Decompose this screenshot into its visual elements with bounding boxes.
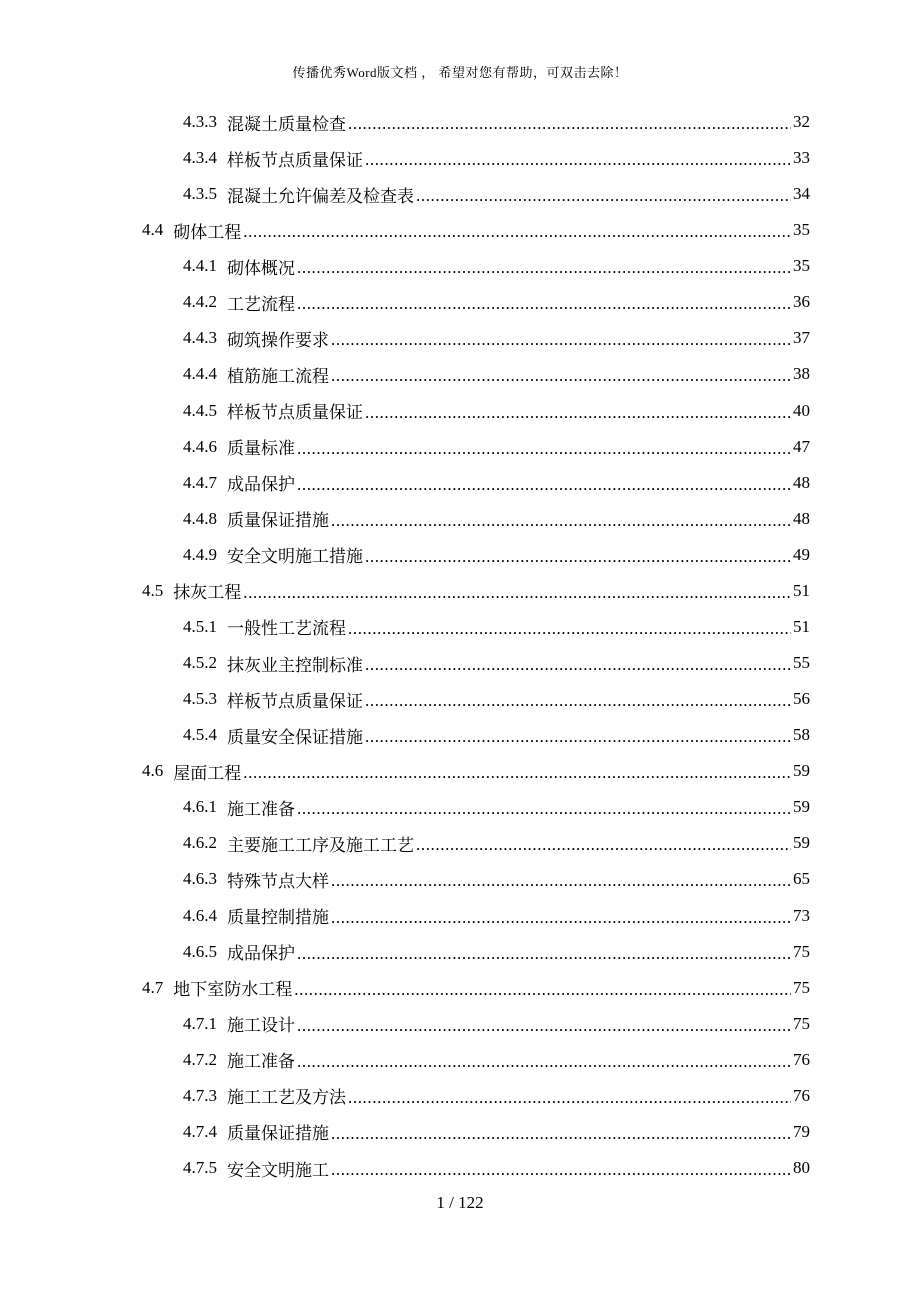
toc-entry-number: 4.4.7 bbox=[183, 472, 217, 492]
toc-entry-page: 65 bbox=[793, 869, 810, 889]
toc-entry-title: 施工设计 bbox=[227, 1016, 295, 1036]
toc-leader-dots bbox=[297, 475, 791, 495]
toc-entry-number: 4.6.5 bbox=[183, 941, 217, 961]
toc-leader-dots bbox=[348, 619, 791, 639]
toc-leader-dots bbox=[365, 403, 791, 423]
toc-entry[interactable] bbox=[183, 429, 810, 465]
toc-entry-page: 34 bbox=[793, 184, 810, 204]
toc-entry-title: 混凝土允许偏差及检查表 bbox=[227, 186, 414, 206]
toc-entry-number: 4.4.4 bbox=[183, 364, 217, 384]
toc-entry-title: 砌体工程 bbox=[173, 222, 242, 242]
toc-entry[interactable] bbox=[142, 970, 810, 1006]
toc-entry-number: 4.3.4 bbox=[183, 148, 217, 168]
toc-entry[interactable] bbox=[183, 356, 810, 392]
toc-entry-number: 4.4.8 bbox=[183, 508, 217, 528]
toc-leader-dots bbox=[331, 511, 791, 531]
toc-leader-dots bbox=[331, 908, 791, 928]
toc-entry-number: 4.5.2 bbox=[183, 653, 217, 673]
toc-entry-number: 4.7.2 bbox=[183, 1049, 217, 1069]
toc-entry[interactable] bbox=[183, 176, 810, 212]
toc-entry[interactable] bbox=[142, 573, 810, 609]
toc-entry-title: 地下室防水工程 bbox=[173, 980, 293, 1000]
toc-leader-dots bbox=[243, 583, 791, 603]
toc-leader-dots bbox=[416, 186, 791, 206]
toc-entry[interactable] bbox=[183, 393, 810, 429]
toc-entry-number: 4.4.5 bbox=[183, 400, 217, 420]
toc-entry[interactable] bbox=[183, 1042, 810, 1078]
toc-entry-page: 59 bbox=[793, 797, 810, 817]
toc-entry[interactable] bbox=[183, 1114, 810, 1150]
toc-entry-title: 质量保证措施 bbox=[227, 1124, 329, 1144]
toc-entry-number: 4.4 bbox=[142, 220, 164, 240]
toc-leader-dots bbox=[297, 294, 791, 314]
toc-entry-title: 工艺流程 bbox=[227, 294, 295, 314]
toc-entry-title: 抹灰工程 bbox=[173, 583, 242, 603]
toc-leader-dots bbox=[297, 439, 791, 459]
toc-entry-page: 48 bbox=[793, 508, 810, 528]
toc-entry-page: 59 bbox=[793, 761, 810, 781]
toc-entry-title: 样板节点质量保证 bbox=[227, 150, 363, 170]
toc-entry[interactable] bbox=[183, 609, 810, 645]
toc-leader-dots bbox=[331, 366, 791, 386]
toc-entry-title: 安全文明施工 bbox=[227, 1160, 329, 1180]
toc-entry-number: 4.6.3 bbox=[183, 869, 217, 889]
toc-entry[interactable] bbox=[183, 681, 810, 717]
toc-entry-number: 4.3.3 bbox=[183, 112, 217, 131]
toc-leader-dots bbox=[331, 1160, 791, 1180]
toc-leader-dots bbox=[297, 1052, 791, 1072]
toc-entry[interactable] bbox=[183, 1078, 810, 1114]
toc-entry-number: 4.3.5 bbox=[183, 184, 217, 204]
toc-entry-page: 38 bbox=[793, 364, 810, 384]
toc-entry-title: 施工准备 bbox=[227, 799, 295, 819]
toc-entry[interactable] bbox=[142, 212, 810, 248]
toc-leader-dots bbox=[348, 114, 791, 134]
toc-entry-page: 73 bbox=[793, 905, 810, 925]
toc-entry-title: 质量安全保证措施 bbox=[227, 727, 363, 747]
toc-leader-dots bbox=[297, 258, 791, 278]
toc-entry[interactable] bbox=[183, 140, 810, 176]
toc-entry[interactable] bbox=[183, 537, 810, 573]
toc-entry-number: 4.4.9 bbox=[183, 544, 217, 564]
toc-entry-page: 75 bbox=[793, 941, 810, 961]
toc-entry-page: 76 bbox=[793, 1049, 810, 1069]
toc-entry[interactable] bbox=[183, 934, 810, 970]
toc-entry-title: 特殊节点大样 bbox=[227, 871, 329, 891]
toc-entry-title: 砌体概况 bbox=[227, 258, 295, 278]
toc-entry-number: 4.5.1 bbox=[183, 616, 217, 636]
toc-entry[interactable] bbox=[183, 320, 810, 356]
toc-leader-dots bbox=[297, 799, 791, 819]
toc-entry-page: 47 bbox=[793, 436, 810, 456]
toc-entry-number: 4.6 bbox=[142, 761, 164, 781]
toc-entry-page: 51 bbox=[793, 580, 810, 600]
toc-entry[interactable] bbox=[183, 861, 810, 897]
toc-leader-dots bbox=[331, 330, 791, 350]
toc-entry-title: 成品保护 bbox=[227, 475, 295, 495]
toc-entry-number: 4.5.3 bbox=[183, 689, 217, 709]
toc-entry[interactable] bbox=[183, 1006, 810, 1042]
toc-leader-dots bbox=[416, 835, 791, 855]
toc-entry-page: 55 bbox=[793, 653, 810, 673]
toc-entry-number: 4.5.4 bbox=[183, 725, 217, 745]
toc-entry-page: 49 bbox=[793, 544, 810, 564]
toc-entry-page: 76 bbox=[793, 1085, 810, 1105]
toc-entry[interactable] bbox=[183, 825, 810, 861]
toc-leader-dots bbox=[294, 980, 791, 1000]
toc-entry-number: 4.7.4 bbox=[183, 1121, 217, 1141]
toc-entry[interactable] bbox=[183, 717, 810, 753]
toc-leader-dots bbox=[297, 1016, 791, 1036]
toc-entry-number: 4.6.2 bbox=[183, 833, 217, 853]
toc-entry-page: 51 bbox=[793, 616, 810, 636]
toc-entry-title: 植筋施工流程 bbox=[227, 366, 329, 386]
toc-entry[interactable] bbox=[142, 753, 810, 789]
toc-entry-page: 35 bbox=[793, 220, 810, 240]
toc-entry-number: 4.6.1 bbox=[183, 797, 217, 817]
toc-entry-number: 4.4.1 bbox=[183, 256, 217, 276]
toc-entry-page: 75 bbox=[793, 977, 810, 997]
toc-leader-dots bbox=[297, 944, 791, 964]
toc-entry-title: 样板节点质量保证 bbox=[227, 691, 363, 711]
toc-entry-title: 抹灰业主控制标准 bbox=[227, 655, 363, 675]
toc-entry-page: 37 bbox=[793, 328, 810, 348]
toc-entry[interactable] bbox=[183, 898, 810, 934]
toc-entry-number: 4.7.5 bbox=[183, 1158, 217, 1178]
toc-entry-page: 80 bbox=[793, 1158, 810, 1178]
toc-leader-dots bbox=[243, 763, 791, 783]
toc-entry[interactable] bbox=[183, 789, 810, 825]
toc-entry-page: 56 bbox=[793, 689, 810, 709]
toc-entry-page: 36 bbox=[793, 292, 810, 312]
page-header: 传播优秀Word版文档 ， 希望对您有帮助，可双击去除！ bbox=[292, 65, 628, 80]
toc-entry-page: 35 bbox=[793, 256, 810, 276]
toc-entry-number: 4.4.3 bbox=[183, 328, 217, 348]
toc-entry-number: 4.7.1 bbox=[183, 1013, 217, 1033]
toc-entry-title: 施工工艺及方法 bbox=[227, 1088, 346, 1108]
toc-entry-page: 40 bbox=[793, 400, 810, 420]
toc-entry[interactable] bbox=[183, 104, 810, 140]
toc-entry-number: 4.6.4 bbox=[183, 905, 217, 925]
toc-leader-dots bbox=[365, 547, 791, 567]
toc-entry-title: 混凝土质量检查 bbox=[227, 114, 346, 134]
toc-entry-title: 质量标准 bbox=[227, 439, 295, 459]
toc-entry[interactable] bbox=[183, 465, 810, 501]
toc-entry-page: 58 bbox=[793, 725, 810, 745]
toc-leader-dots bbox=[243, 222, 791, 242]
toc-entry-title: 砌筑操作要求 bbox=[227, 330, 329, 350]
toc-entry-number: 4.7 bbox=[142, 977, 164, 997]
toc-entry-title: 主要施工工序及施工工艺 bbox=[227, 835, 414, 855]
toc-entry-page: 32 bbox=[793, 112, 810, 131]
toc-entry[interactable] bbox=[183, 248, 810, 284]
toc-leader-dots bbox=[348, 1088, 791, 1108]
toc-entry-page: 79 bbox=[793, 1121, 810, 1141]
toc-entry-title: 质量控制措施 bbox=[227, 908, 329, 928]
toc-entry-title: 屋面工程 bbox=[173, 763, 242, 783]
toc-entry[interactable] bbox=[183, 501, 810, 537]
toc-entry-number: 4.5 bbox=[142, 580, 164, 600]
toc-entry[interactable] bbox=[183, 1150, 810, 1186]
toc-entry-number: 4.4.6 bbox=[183, 436, 217, 456]
toc-entry[interactable] bbox=[183, 284, 810, 320]
toc-entry-title: 安全文明施工措施 bbox=[227, 547, 363, 567]
toc-leader-dots bbox=[331, 1124, 791, 1144]
toc-entry-page: 59 bbox=[793, 833, 810, 853]
toc-entry-title: 质量保证措施 bbox=[227, 511, 329, 531]
toc-leader-dots bbox=[365, 655, 791, 675]
toc-entry-page: 33 bbox=[793, 148, 810, 168]
page-number: 1 / 122 bbox=[436, 1193, 484, 1212]
toc-leader-dots bbox=[331, 871, 791, 891]
toc-entry-title: 施工准备 bbox=[227, 1052, 295, 1072]
toc-entry[interactable] bbox=[183, 645, 810, 681]
toc-entry-number: 4.4.2 bbox=[183, 292, 217, 312]
toc-entry-title: 一般性工艺流程 bbox=[227, 619, 346, 639]
toc-leader-dots bbox=[365, 691, 791, 711]
toc-leader-dots bbox=[365, 150, 791, 170]
toc-entry-page: 48 bbox=[793, 472, 810, 492]
toc-entry-title: 成品保护 bbox=[227, 944, 295, 964]
toc-entry-page: 75 bbox=[793, 1013, 810, 1033]
toc-leader-dots bbox=[365, 727, 791, 747]
toc-entry-title: 样板节点质量保证 bbox=[227, 403, 363, 423]
toc-entry-number: 4.7.3 bbox=[183, 1085, 217, 1105]
